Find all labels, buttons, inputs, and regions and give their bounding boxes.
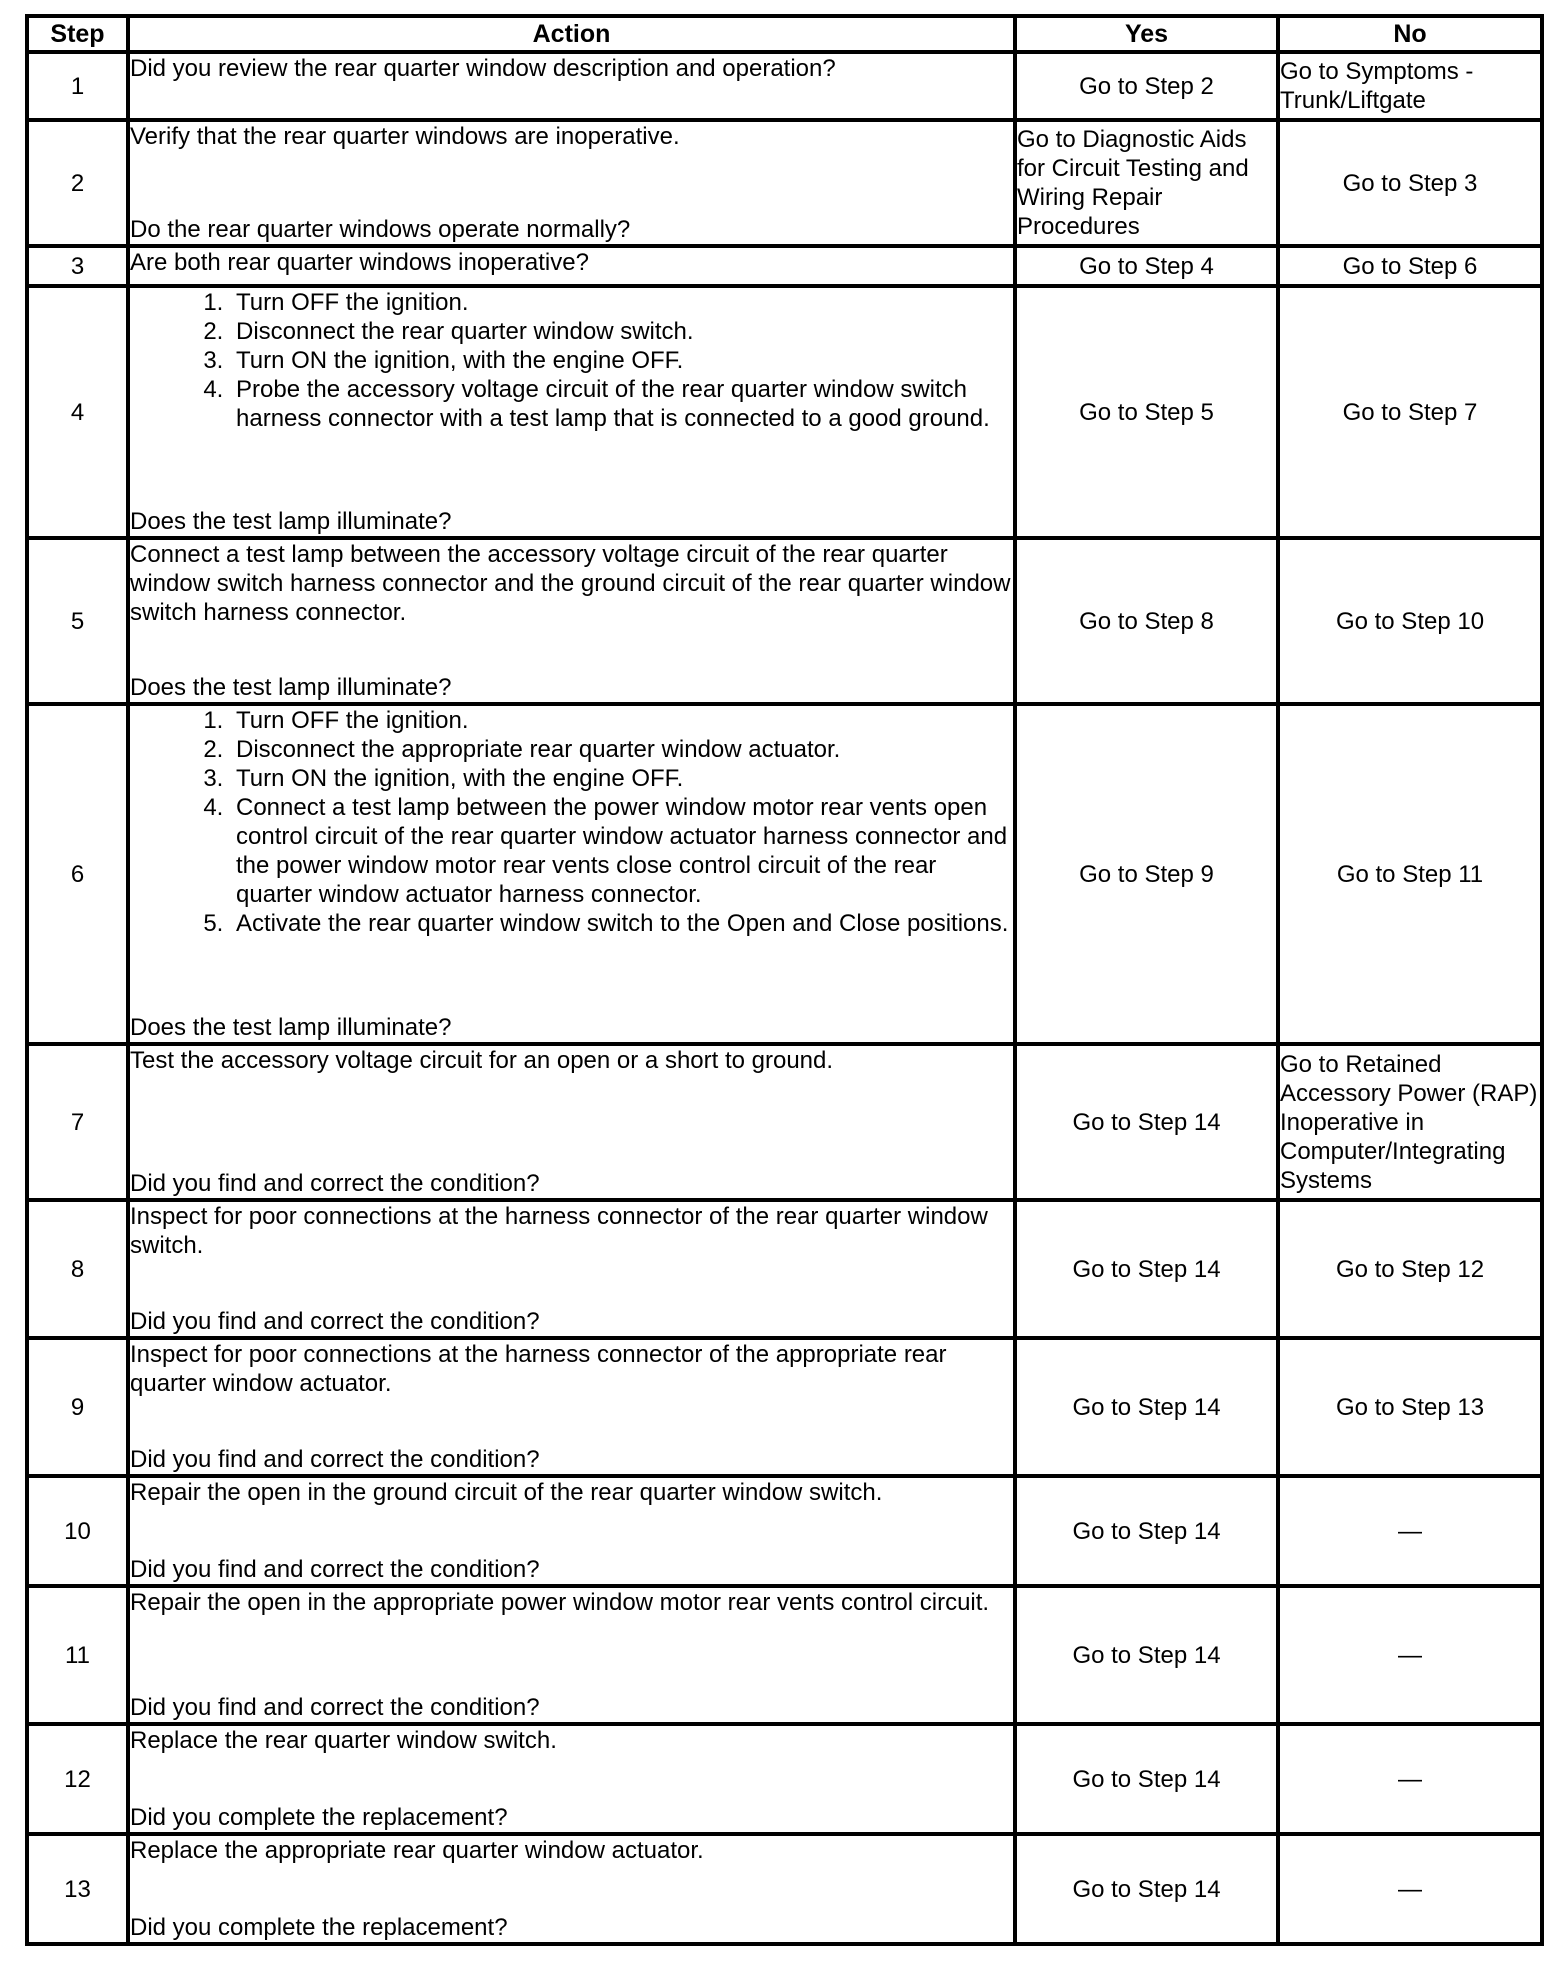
- yes-outcome: Go to Step 4: [1015, 246, 1278, 286]
- table-row: [27, 1200, 1542, 1338]
- action-cell: [128, 120, 1015, 246]
- step-number: 6: [27, 704, 128, 1044]
- action-cell: [128, 1476, 1015, 1586]
- action-text: Verify that the rear quarter windows are inoperative.: [130, 123, 680, 150]
- yes-outcome: Go to Step 14: [1015, 1200, 1278, 1338]
- yes-outcome: Go to Step 14: [1015, 1044, 1278, 1200]
- table-row: [27, 1044, 1542, 1200]
- yes-outcome: Go to Step 14: [1015, 1476, 1278, 1586]
- action-question: Did you find and correct the condition?: [130, 1694, 540, 1721]
- no-outcome: Go to Step 7: [1278, 286, 1542, 538]
- step-number: 5: [27, 538, 128, 704]
- table-header-row: [27, 16, 1542, 52]
- action-cell: [128, 1200, 1015, 1338]
- yes-outcome: Go to Step 2: [1015, 52, 1278, 120]
- action-steps-list: [130, 288, 1013, 433]
- yes-outcome: Go to Diagnostic Aids for Circuit Testing and Wiring Repair Procedures: [1015, 120, 1278, 246]
- no-outcome: Go to Step 11: [1278, 704, 1542, 1044]
- step-number: 9: [27, 1338, 128, 1476]
- step-number: 7: [27, 1044, 128, 1200]
- no-outcome: —: [1278, 1834, 1542, 1944]
- step-number: 4: [27, 286, 128, 538]
- action-text: Replace the appropriate rear quarter window actuator.: [130, 1837, 704, 1864]
- step-number: 12: [27, 1724, 128, 1834]
- yes-outcome: Go to Step 14: [1015, 1724, 1278, 1834]
- action-cell: [128, 1586, 1015, 1724]
- no-outcome: —: [1278, 1476, 1542, 1586]
- no-outcome: —: [1278, 1586, 1542, 1724]
- diagnostic-table-container: [25, 14, 1540, 1946]
- yes-outcome: Go to Step 5: [1015, 286, 1278, 538]
- action-text: Inspect for poor connections at the harness connector of the rear quarter window switch.: [130, 1203, 988, 1259]
- yes-outcome: Go to Step 14: [1015, 1834, 1278, 1944]
- action-question: Do the rear quarter windows operate normally?: [130, 216, 631, 243]
- header-action: Action: [128, 16, 1015, 52]
- action-question: Does the test lamp illuminate?: [130, 508, 452, 535]
- action-step-item: 3. Turn ON the ignition, with the engine OFF.: [230, 764, 1013, 793]
- action-text: Repair the open in the ground circuit of the rear quarter window switch.: [130, 1479, 883, 1506]
- action-cell: [128, 1724, 1015, 1834]
- yes-outcome: Go to Step 14: [1015, 1338, 1278, 1476]
- action-step-item: 4. Probe the accessory voltage circuit of the rear quarter window switch harness connector with a test lamp that is connected to a good ground.: [230, 375, 1013, 433]
- action-text: Repair the open in the appropriate power window motor rear vents control circuit.: [130, 1589, 990, 1616]
- action-step-item: 3. Turn ON the ignition, with the engine OFF.: [230, 346, 1013, 375]
- action-question: Did you find and correct the condition?: [130, 1308, 540, 1335]
- step-number: 11: [27, 1586, 128, 1724]
- table-row: [27, 120, 1542, 246]
- action-cell: [128, 538, 1015, 704]
- header-yes: Yes: [1015, 16, 1278, 52]
- table-row: [27, 1724, 1542, 1834]
- no-outcome: Go to Step 12: [1278, 1200, 1542, 1338]
- action-question: Did you complete the replacement?: [130, 1914, 508, 1941]
- action-text: Replace the rear quarter window switch.: [130, 1727, 557, 1754]
- action-question: Does the test lamp illuminate?: [130, 1014, 452, 1041]
- action-question: Did you find and correct the condition?: [130, 1556, 540, 1583]
- action-steps-list: [130, 706, 1013, 938]
- table-row: [27, 52, 1542, 120]
- table-row: [27, 704, 1542, 1044]
- table-body: [27, 52, 1542, 1944]
- action-step-item: 2. Disconnect the rear quarter window switch.: [230, 317, 1013, 346]
- action-step-item: 4. Connect a test lamp between the power window motor rear vents open control circuit of the rear quarter window actuator harness connector and the power window motor rear vents close control circuit of the rear quarter window actuator harness connector.: [230, 793, 1013, 909]
- no-outcome: Go to Step 10: [1278, 538, 1542, 704]
- action-cell: [128, 704, 1015, 1044]
- action-text: Are both rear quarter windows inoperative?: [130, 249, 589, 276]
- action-step-item: 1. Turn OFF the ignition.: [230, 706, 1013, 735]
- action-cell: [128, 1338, 1015, 1476]
- yes-outcome: Go to Step 14: [1015, 1586, 1278, 1724]
- no-outcome: Go to Step 13: [1278, 1338, 1542, 1476]
- action-cell: [128, 1834, 1015, 1944]
- header-step: Step: [27, 16, 128, 52]
- yes-outcome: Go to Step 9: [1015, 704, 1278, 1044]
- table-row: [27, 1834, 1542, 1944]
- no-outcome: Go to Symptoms - Trunk/Liftgate: [1278, 52, 1542, 120]
- table-row: [27, 538, 1542, 704]
- no-outcome: Go to Retained Accessory Power (RAP) Inoperative in Computer/Integrating Systems: [1278, 1044, 1542, 1200]
- action-step-item: 2. Disconnect the appropriate rear quarter window actuator.: [230, 735, 1013, 764]
- yes-outcome: Go to Step 8: [1015, 538, 1278, 704]
- table-row: [27, 286, 1542, 538]
- step-number: 1: [27, 52, 128, 120]
- action-question: Did you find and correct the condition?: [130, 1170, 540, 1197]
- table-row: [27, 1476, 1542, 1586]
- no-outcome: Go to Step 3: [1278, 120, 1542, 246]
- action-question: Did you find and correct the condition?: [130, 1446, 540, 1473]
- action-cell: [128, 246, 1015, 286]
- action-text: Test the accessory voltage circuit for an open or a short to ground.: [130, 1047, 834, 1074]
- action-step-item: 5. Activate the rear quarter window switch to the Open and Close positions.: [230, 909, 1013, 938]
- step-number: 2: [27, 120, 128, 246]
- step-number: 3: [27, 246, 128, 286]
- action-question: Does the test lamp illuminate?: [130, 674, 452, 701]
- table-row: [27, 1338, 1542, 1476]
- action-cell: [128, 286, 1015, 538]
- step-number: 10: [27, 1476, 128, 1586]
- header-no: No: [1278, 16, 1542, 52]
- no-outcome: Go to Step 6: [1278, 246, 1542, 286]
- action-cell: [128, 52, 1015, 120]
- action-step-item: 1. Turn OFF the ignition.: [230, 288, 1013, 317]
- table-row: [27, 1586, 1542, 1724]
- action-text: Connect a test lamp between the accessory voltage circuit of the rear quarter window switch harness connector and the ground circuit of the rear quarter window switch harness connector.: [130, 541, 1011, 626]
- table-row: [27, 246, 1542, 286]
- diagnostic-table: [25, 14, 1544, 1946]
- action-text: Inspect for poor connections at the harness connector of the appropriate rear quarter window actuator.: [130, 1341, 947, 1397]
- action-cell: [128, 1044, 1015, 1200]
- step-number: 8: [27, 1200, 128, 1338]
- action-text: Did you review the rear quarter window description and operation?: [130, 55, 836, 82]
- action-question: Did you complete the replacement?: [130, 1804, 508, 1831]
- step-number: 13: [27, 1834, 128, 1944]
- no-outcome: —: [1278, 1724, 1542, 1834]
